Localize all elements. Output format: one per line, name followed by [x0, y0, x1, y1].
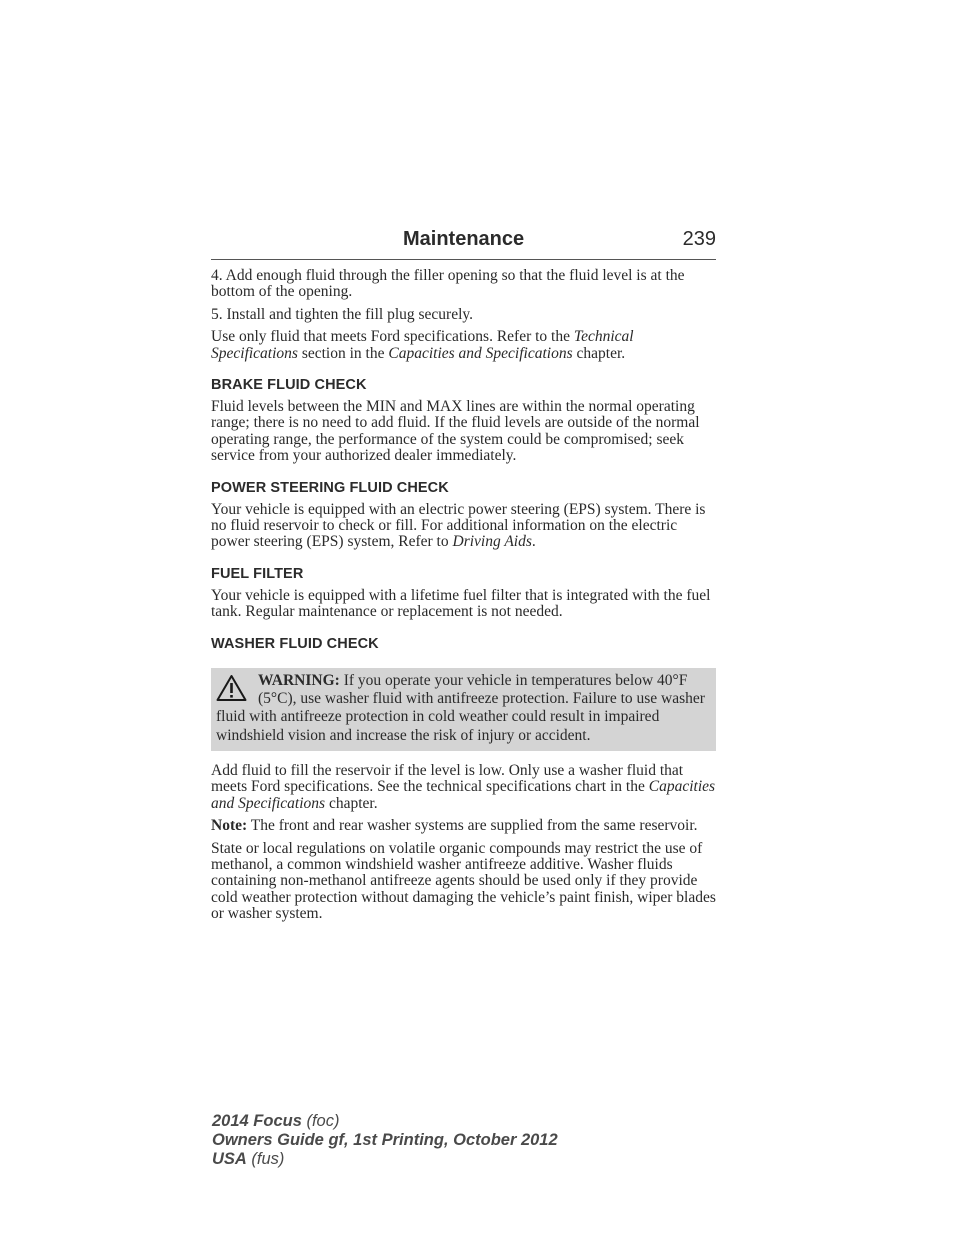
- power-steering-heading: POWER STEERING FLUID CHECK: [211, 479, 449, 496]
- fuel-filter-paragraph: Your vehicle is equipped with a lifetime fuel filter that is integrated with the fuel tank. Regular maintenance or replacement is not needed.: [211, 586, 711, 621]
- capacities-specifications-ref-2: Capacities and Specifications: [211, 778, 716, 812]
- note-paragraph: Note: The front and rear washer systems are supplied from the same reservoir.: [211, 817, 698, 835]
- note-label: Note:: [211, 817, 248, 835]
- add-fluid-paragraph: Add fluid to fill the reservoir if the level is low. Only use a washer fluid that meets Ford specifications. See the technical specifications chart in the Capacities and Specifications chapter.: [211, 761, 716, 812]
- footer-line-1: 2014 Focus (foc): [212, 1112, 340, 1130]
- warning-label: WARNING:: [258, 671, 340, 689]
- brake-fluid-heading: BRAKE FLUID CHECK: [211, 377, 367, 394]
- warning-box: [211, 668, 716, 751]
- warning-text: If you operate your vehicle in temperatures below 40°F (5°C), use washer fluid with antifreeze protection. Failure to use washer fluid with antifreeze protection in cold weather could result in impaired windshield vision and increase the risk of injury or accident.: [216, 671, 705, 744]
- manual-page: [211, 228, 716, 929]
- footer-line-3: USA (fus): [212, 1150, 285, 1168]
- driving-aids-ref: Driving Aids: [452, 533, 532, 551]
- warning-triangle-icon: [216, 674, 247, 702]
- page-number: 239: [682, 228, 716, 250]
- page-header: [211, 228, 716, 260]
- technical-specifications-ref: Technical Specifications: [211, 328, 634, 362]
- step-4: 4. Add enough fluid through the filler opening so that the fluid level is at the bottom of the opening.: [211, 267, 685, 301]
- brake-fluid-paragraph: Fluid levels between the MIN and MAX lines are within the normal operating range; there is no need to add fluid. If the fluid levels are outside of the normal operating range, the performance of the system could be compromised; seek service from your authorized dealer immediately.: [211, 398, 700, 465]
- power-steering-paragraph: Your vehicle is equipped with an electric power steering (EPS) system. There is no fluid reservoir to check or fill. For additional information on the electric power steering (EPS) system, Refer to Driving Aids.: [211, 500, 706, 551]
- step-5: 5. Install and tighten the fill plug securely.: [211, 305, 474, 323]
- footer-line-2: Owners Guide gf, 1st Printing, October 2012: [212, 1131, 558, 1149]
- fuel-filter-heading: FUEL FILTER: [211, 565, 304, 582]
- page-content: [211, 260, 716, 923]
- page-footer: [212, 1112, 558, 1169]
- section-title: Maintenance: [403, 228, 525, 250]
- washer-fluid-heading: WASHER FLUID CHECK: [211, 635, 379, 652]
- capacities-specifications-ref: Capacities and Specifications: [388, 344, 573, 362]
- fluid-spec-paragraph: Use only fluid that meets Ford specifications. Refer to the Technical Specifications section in the Capacities and Specifications chapter.: [211, 328, 634, 362]
- regulations-paragraph: State or local regulations on volatile organic compounds may restrict the use of methanol, a common windshield washer antifreeze additive. Washer fluids containing non-methanol antifreeze agents should be used only if they provide cold weather protection without damaging the vehicle’s paint finish, wiper blades or washer system.: [211, 839, 716, 923]
